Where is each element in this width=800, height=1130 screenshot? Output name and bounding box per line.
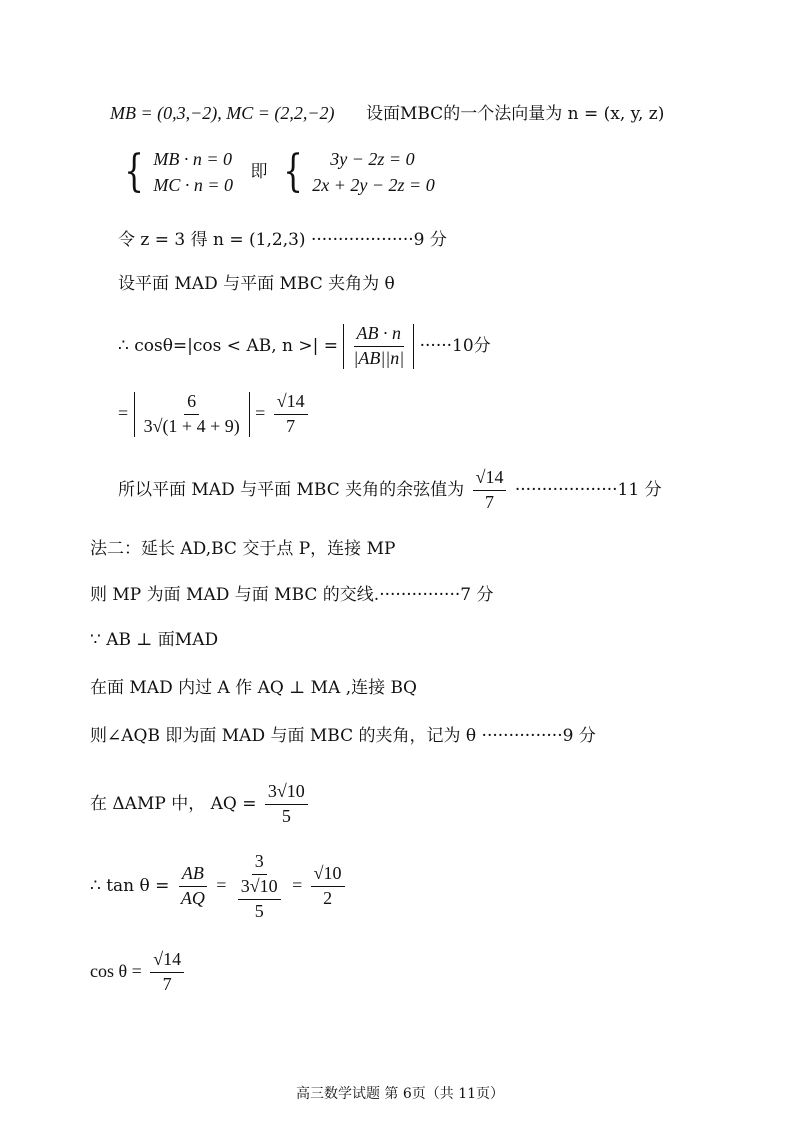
aq-numerator: 3√10: [265, 782, 308, 805]
result-denominator: 7: [286, 415, 296, 436]
equals-sign: =: [255, 402, 266, 423]
line-cos-theta: [118, 324, 491, 369]
tan-f2-denominator: [235, 875, 284, 922]
line-construct-aq: 在面 MAD 内过 A 作 AQ ⊥ MA ,连接 BQ: [90, 678, 417, 698]
line-conclusion: [118, 468, 662, 513]
system-dot-products: [153, 146, 233, 198]
final-cos-numerator: √14: [150, 950, 184, 973]
value-numerator: 6: [184, 392, 199, 415]
cos-numerator: AB · n: [354, 324, 405, 347]
abs-value: [134, 392, 250, 437]
cos-left: ∴ cosθ=|cos < AB, n >| =: [118, 335, 338, 356]
tan-fraction-1: [178, 864, 208, 909]
final-cos-denominator: 7: [162, 973, 172, 994]
tan-f3-denominator: 2: [323, 888, 333, 909]
conclusion-numerator: √14: [473, 468, 507, 491]
line-method-two: 法二：延长 AD,BC 交于点 P，连接 MP: [90, 539, 396, 559]
tan-inner-numerator: 3√10: [238, 877, 281, 900]
cos-fraction: [350, 324, 407, 369]
tan-fraction-2: [235, 852, 284, 921]
result-numerator: √14: [274, 392, 308, 415]
line-perpendicular: ∵ AB ⊥ 面MAD: [90, 630, 219, 650]
equation-system: [120, 146, 435, 198]
final-cos-left: cos θ =: [90, 960, 142, 981]
line-let-z: 令 z = 3 得 n = (1,2,3) ···················9 分: [118, 230, 447, 250]
aq-fraction: [265, 782, 308, 827]
page-footer: 高三数学试题 第 6页（共 11页）: [295, 1086, 505, 1102]
tan-f3-numerator: √10: [311, 864, 345, 887]
ji-label: 即: [250, 161, 268, 182]
final-cos-fraction: [150, 950, 184, 995]
tan-left: ∴ tan θ =: [90, 876, 170, 897]
cos-denominator: |AB||n|: [353, 347, 405, 368]
left-brace: {: [124, 146, 144, 198]
value-fraction: [141, 392, 243, 437]
line-intersection: 则 MP 为面 MAD 与面 MBC 的交线.···············7 分: [90, 585, 494, 605]
conclusion-fraction: [473, 468, 507, 513]
line-angle-aqb: 则∠AQB 即为面 MAD 与面 MBC 的夹角，记为 θ ···············9 分: [90, 726, 596, 746]
line-aq-value: [90, 782, 311, 827]
line-tan-theta: ∴ tan θ = $\frac{AB}{AQ}$ = $\frac{3}{\frac{3√10}{5}}$ = $\frac{√10}{2}$: [90, 852, 348, 921]
tan-f1-numerator: AB: [179, 864, 207, 887]
aq-text: 在 ΔAMP 中， AQ =: [90, 793, 257, 814]
tan-f2-numerator: 3: [252, 852, 267, 875]
line-set-angle: 设平面 MAD 与平面 MBC 夹角为 θ: [118, 274, 395, 294]
left-brace-2: {: [283, 146, 303, 198]
abs-fraction: [343, 324, 414, 369]
line-vectors: [110, 104, 664, 123]
tan-f1-denominator: AQ: [180, 888, 205, 909]
system-row-2: MC · n = 0: [153, 175, 234, 196]
vector-values: MB = (0,3,−2), MC = (2,2,−2): [110, 103, 335, 123]
line-cos-value: = $\frac{6}{3√(1 + 4 + 9)}$ = $\frac{√14}{7}$: [118, 392, 311, 437]
conclusion-text: 所以平面 MAD 与平面 MBC 夹角的余弦值为: [118, 479, 465, 500]
tan-inner-denominator: 5: [254, 900, 264, 921]
system-row-4: 2x + 2y − 2z = 0: [312, 175, 435, 196]
system-row-3: 3y − 2z = 0: [330, 149, 415, 169]
score-11: ···················11 分: [514, 479, 662, 500]
tan-fraction-3: [311, 864, 345, 909]
value-denominator: 3√(1 + 4 + 9): [143, 415, 240, 436]
score-10: ······10分: [419, 335, 491, 356]
normal-vector-text: 设面MBC的一个法向量为 n = (x, y, z): [365, 104, 665, 124]
system-expanded: [312, 146, 434, 198]
aq-denominator: 5: [281, 805, 291, 826]
tan-inner-fraction: [238, 877, 281, 922]
line-final-cos: [90, 950, 187, 995]
system-row-1: MB · n = 0: [153, 149, 233, 169]
conclusion-denominator: 7: [485, 491, 494, 512]
result-fraction: [274, 392, 308, 437]
